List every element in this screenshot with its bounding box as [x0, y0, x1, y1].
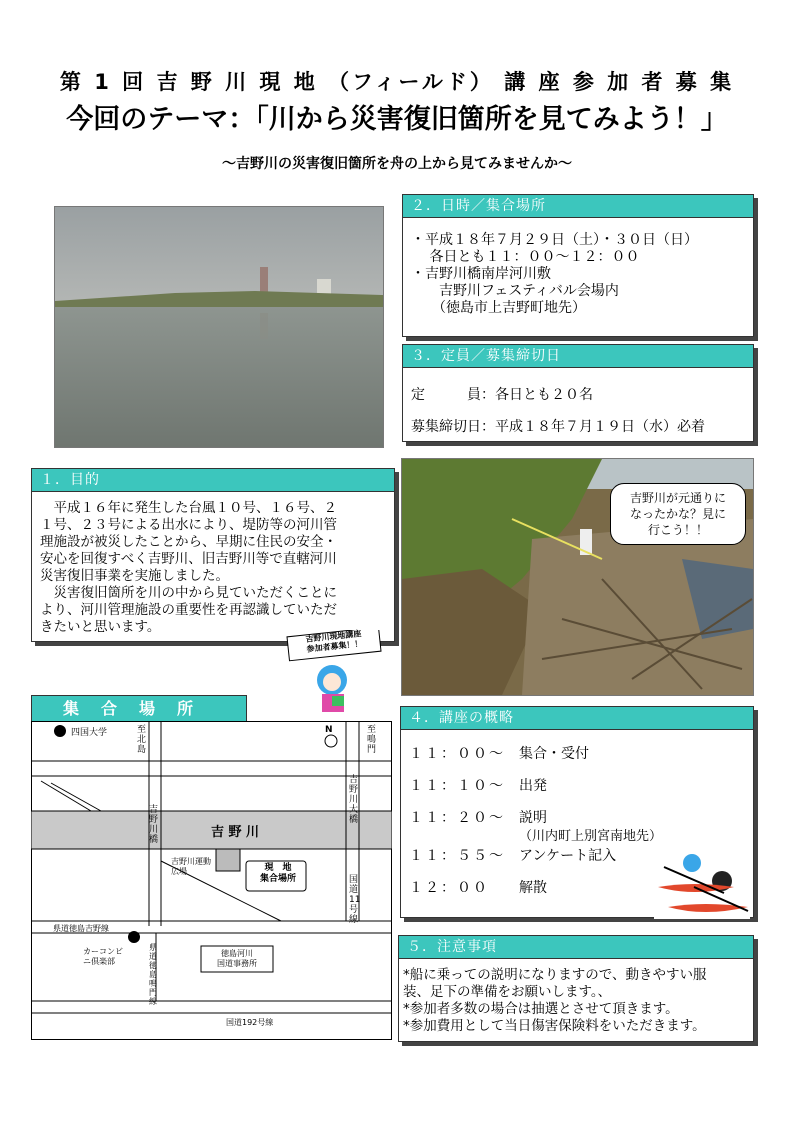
purpose-heading: １．目的	[32, 469, 394, 492]
purpose-line: 災害復旧箇所を川の中から見ていただくことに	[40, 585, 337, 601]
map-label-pref-road: 県道徳島吉野線	[53, 924, 109, 933]
map-label-office: 徳島河川 国道事務所	[217, 949, 257, 968]
purpose-line: 災害復旧事業を実施しました。	[40, 568, 229, 584]
purpose-line: 安心を回復すべく吉野川、旧吉野川等で直轄河川	[40, 551, 337, 567]
deadline-line: 募集締切日：平成１８年７月１９日（水）必着	[411, 419, 705, 435]
schedule-row: （川内町上別宮南地先）	[519, 829, 663, 844]
datetime-line: 各日とも１１：００～１２：００	[411, 249, 640, 265]
note-line: *参加費用として当日傷害保険料をいただきます。	[403, 1018, 706, 1034]
speech-bubble: 吉野川が元通りに なったかな？見に 行こう！！	[610, 483, 746, 545]
capacity-section	[402, 344, 754, 442]
map-drawing	[31, 721, 392, 1040]
north-icon: N	[325, 725, 333, 735]
schedule-row: １１：１０～ 出発	[409, 778, 547, 794]
note-line: 装、足下の準備をお願いします。、	[403, 984, 612, 1000]
map-label-to-kita: 至北島	[137, 725, 147, 755]
schedule-row: １１：５５～ アンケート記入	[409, 848, 617, 864]
map-label-route192: 国道192号線	[226, 1018, 274, 1027]
datetime-section	[402, 194, 754, 337]
mascot-sign-text: 吉野川現地講座 参加者募集！！	[305, 629, 363, 654]
notes-section	[398, 935, 754, 1042]
map-label-park: 吉野川運動広場	[171, 857, 211, 876]
map-heading: 集合場所	[31, 695, 247, 723]
note-line: *参加者多数の場合は抽選とさせて頂きます。	[403, 1001, 679, 1017]
purpose-line: より、河川管理施設の重要性を再認識していただ	[40, 602, 337, 618]
map-label-univ: 四国大学	[71, 728, 108, 738]
purpose-line: きたいと思います。	[40, 619, 161, 635]
schedule-row: １１：００～ 集合・受付	[409, 746, 589, 762]
purpose-line: 平成１６年に発生した台風１０号、１６号、２	[40, 500, 337, 516]
damage-site-photo	[401, 458, 754, 696]
map-label-site: 現 地 集合場所	[259, 863, 296, 884]
page-subtitle: ～吉野川の災害復旧箇所を舟の上から見てみませんか～	[222, 156, 572, 172]
datetime-line: ・平成１８年７月２９日（土）・３０日（日）	[411, 232, 698, 248]
purpose-line: １号、２３号による出水により、堤防等の河川管	[40, 517, 337, 533]
datetime-heading: ２．日時／集合場所	[403, 195, 753, 218]
capacity-heading: ３．定員／募集締切日	[403, 345, 753, 368]
datetime-line: 吉野川フェスティバル会場内	[411, 283, 619, 299]
access-map	[31, 695, 392, 1040]
purpose-section	[31, 468, 395, 642]
map-label-conbini: カーコンビニ倶楽部	[83, 947, 123, 966]
map-label-bridge-left: 吉野川橋	[149, 805, 159, 845]
purpose-line: 理施設が被災したことから、早期に住民の安全・	[40, 534, 337, 550]
map-label-to-naruto: 至鳴門	[367, 725, 377, 755]
page-title: 第 1 回 吉 野 川 現 地 （フィールド） 講 座 参 加 者 募 集	[59, 70, 735, 94]
schedule-row: １２：００ 解散	[409, 880, 547, 896]
kayak-illustration	[654, 847, 750, 919]
datetime-line: （徳島市上吉野町地先）	[411, 300, 586, 316]
river-photo	[54, 206, 384, 448]
map-label-river: 吉 野 川	[211, 825, 260, 840]
capacity-line: 定 員：各日とも２０名	[411, 387, 593, 403]
schedule-row: １１：２０～ 説明	[409, 810, 547, 826]
note-line: *船に乗っての説明になりますので、動きやすい服	[403, 967, 707, 983]
notes-heading: ５．注意事項	[399, 936, 753, 959]
overview-heading: ４．講座の概略	[401, 707, 753, 730]
map-label-route11: 国道11号線	[349, 875, 361, 925]
datetime-line: ・吉野川橋南岸河川敷	[411, 266, 551, 282]
map-label-pref-road2: 県道徳島鳴門線	[149, 943, 157, 1006]
map-label-bridge-right: 吉野川大橋	[349, 775, 359, 825]
theme-title: 今回のテーマ：「川から災害復旧箇所を見てみよう！」	[66, 104, 728, 135]
